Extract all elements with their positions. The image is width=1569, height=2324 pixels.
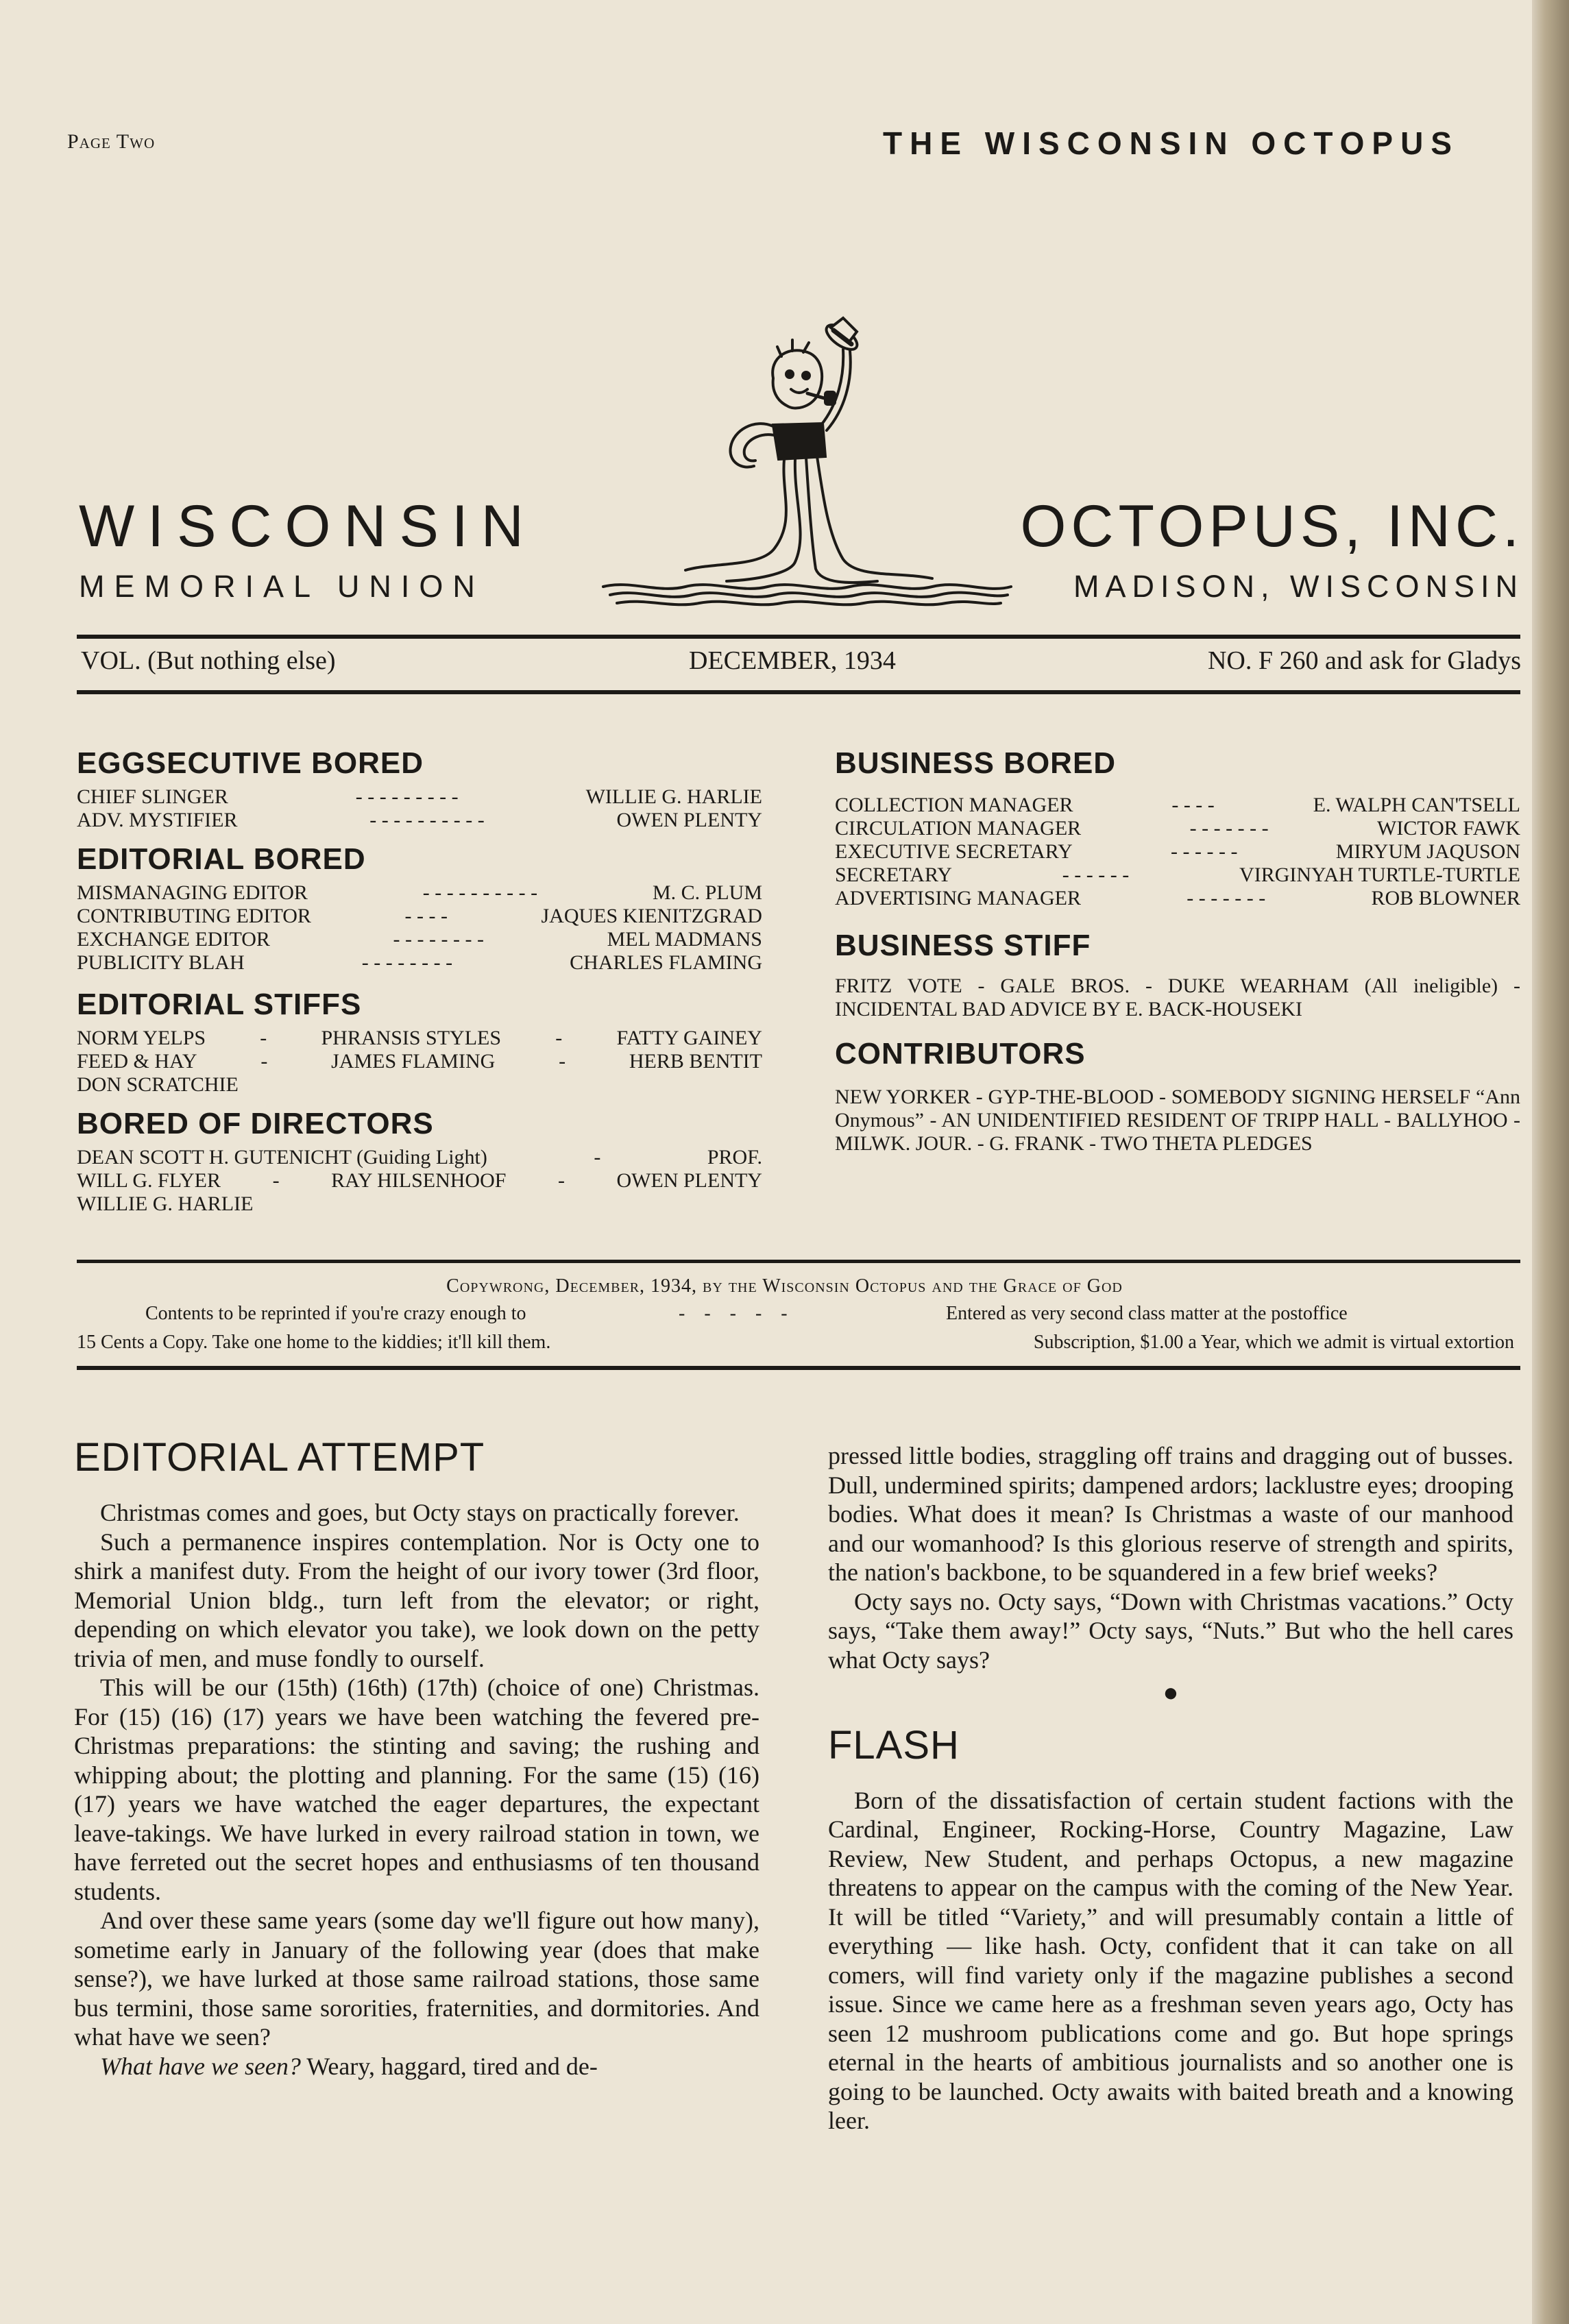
masthead-right-subtitle: MADISON, WISCONSIN (1073, 569, 1524, 604)
masthead-right-title: OCTOPUS, INC. (1020, 493, 1524, 559)
staff-entry: PUBLICITY BLAH - - - - - - - - CHARLES FLAMING (77, 951, 762, 974)
page-label: Page Two (67, 130, 156, 153)
stiffs-title: EDITORIAL STIFFS (77, 988, 362, 1021)
editorial-paragraph: This will be our (15th) (16th) (17th) (choice of one) Christmas. For (15) (16) (17) years we have been watching the fevered pre-Christmas preparations: the stinting and saving; the rushing and whipping about; the plotting and planning. For the same (15) (16) (17) years we have watched the eager departures, the expectant leave-takings. We have lurked in every railroad station in town, we have ferreted out the secret hopes and enthusiasms of ten thousand students. (74, 1674, 759, 1905)
issue-volume: VOL. (But nothing else) (81, 646, 336, 675)
staff-entry: ADVERTISING MANAGER - - - - - - - ROB BLOWNER (835, 887, 1520, 909)
eggsecutive-title: EGGSECUTIVE BORED (77, 746, 424, 780)
editorial-heading: EDITORIAL ATTEMPT (74, 1435, 485, 1480)
business-stiff-text: FRITZ VOTE - GALE BROS. - DUKE WEARHAM (All ineligible) - INCIDENTAL BAD ADVICE BY E. BACK-HOUSEKI (835, 975, 1520, 1020)
editorial-column (74, 1435, 759, 2081)
directors-row: DEAN SCOTT H. GUTENICHT (Guiding Light) - PROF. (77, 1146, 762, 1169)
editorial-paragraph: Such a permanence inspires contemplation. Nor is Octy one to shirk a manifest duty. From the height of our ivory tower (3rd floor, Memorial Union bldg., turn left from the elevator; or right, depending on which elevator you take), we look down on the petty trivia of men, and muse fondly to ourself. (74, 1528, 759, 1672)
rule-top-footer (77, 1260, 1520, 1263)
footer-left-2: 15 Cents a Copy. Take one home to the kiddies; it'll kill them. (77, 1332, 551, 1353)
footer-left-1: Contents to be reprinted if you're crazy enough to (145, 1303, 526, 1324)
staff-entry: SECRETARY - - - - - - VIRGINYAH TURTLE-TURTLE (835, 864, 1520, 886)
page-binding-edge (1532, 0, 1569, 2324)
directors-title: BORED OF DIRECTORS (77, 1107, 434, 1140)
staff-entry: MISMANAGING EDITOR - - - - - - - - - - M. C. PLUM (77, 881, 762, 904)
business-title: BUSINESS BORED (835, 746, 1117, 780)
editorial-paragraph: Christmas comes and goes, but Octy stays on practically forever. (100, 1499, 740, 1526)
staff-entry: EXCHANGE EDITOR - - - - - - - - MEL MADMANS (77, 928, 762, 951)
staff-entry: COLLECTION MANAGER - - - - E. WALPH CAN'TSELL (835, 794, 1520, 816)
copyright-line: Copywrong, December, 1934, by the Wisconsin Octopus and the Grace of God (446, 1275, 1123, 1297)
rule-top-issue (77, 635, 1520, 639)
editorial-title: EDITORIAL BORED (77, 842, 366, 876)
editorial-italic-question: What have we seen? (100, 2052, 301, 2080)
masthead-left-subtitle: MEMORIAL UNION (79, 569, 485, 604)
footer-right-2: Subscription, $1.00 a Year, which we admit is virtual extortion (1033, 1332, 1514, 1353)
rule-bottom-footer (77, 1366, 1520, 1370)
editorial-paragraph: And over these same years (some day we'll figure out how many), sometime early in January of the following year (does that make sense?), we have lurked at those same railroad stations, those same bus termini, those same sororities, fraternities, and dormitories. And what have we seen? (74, 1907, 759, 2051)
editorial-paragraph: Octy says no. Octy says, “Down with Christmas vacations.” Octy says, “Take them away!” Octy says, “Nuts.” But who the hell cares what Octy says? (828, 1587, 1513, 1674)
staff-left-column (77, 748, 762, 1216)
masthead-left (79, 493, 537, 604)
masthead-right (1020, 493, 1524, 604)
rule-bottom-issue (77, 690, 1520, 694)
running-title: THE WISCONSIN OCTOPUS (883, 125, 1459, 161)
staff-right-column (835, 748, 1520, 1155)
flash-heading: FLASH (828, 1722, 960, 1768)
business-stiff-title: BUSINESS STIFF (835, 929, 1091, 962)
issue-date: DECEMBER, 1934 (689, 646, 896, 675)
staff-entry: EXECUTIVE SECRETARY - - - - - - MIRYUM JAQUSON (835, 840, 1520, 863)
staff-entry: CHIEF SLINGER - - - - - - - - - WILLIE G. HARLIE (77, 785, 762, 808)
editorial-paragraph: What have we seen? Weary, haggard, tired and de- (100, 2052, 598, 2080)
stiffs-last: DON SCRATCHIE (77, 1073, 239, 1096)
right-body-column (828, 1441, 1513, 2136)
octopus-mascot-icon (589, 315, 1014, 617)
contributors-text: NEW YORKER - GYP-THE-BLOOD - SOMEBODY SIGNING HERSELF “Ann Onymous” - AN UNIDENTIFIED RESIDENT OF TRIPP HALL - BALLYHOO - MILWK. JOUR. - G. FRANK - TWO THETA PLEDGES (835, 1086, 1520, 1155)
footer-right-1: Entered as very second class matter at the postoffice (946, 1303, 1348, 1324)
footer-dashes: - - - - - (679, 1303, 788, 1324)
directors-last: WILLIE G. HARLIE (77, 1192, 254, 1215)
contributors-title: CONTRIBUTORS (835, 1037, 1086, 1071)
directors-row: WILL G. FLYER - RAY HILSENHOOF - OWEN PLENTY (77, 1169, 762, 1192)
stiffs-row: NORM YELPS - PHRANSIS STYLES - FATTY GAINEY (77, 1027, 762, 1049)
staff-entry: CIRCULATION MANAGER - - - - - - - WICTOR FAWK (835, 817, 1520, 840)
masthead-left-title: WISCONSIN (79, 493, 537, 559)
staff-entry: ADV. MYSTIFIER - - - - - - - - - - OWEN PLENTY (77, 809, 762, 831)
stiffs-row: FEED & HAY - JAMES FLAMING - HERB BENTIT (77, 1050, 762, 1073)
editorial-paragraph: pressed little bodies, straggling off trains and dragging out of busses. Dull, undermined spirits; dampened ardors; lacklustre eyes; drooping bodies. What does it mean? Is Christmas a waste of our manhood and our womanhood? Is this glorious reserve of strength and spirits, the nation's backbone, to be squandered in a few brief weeks? (828, 1442, 1513, 1586)
issue-number: NO. F 260 and ask for Gladys (1207, 646, 1521, 675)
staff-entry: CONTRIBUTING EDITOR - - - - JAQUES KIENITZGRAD (77, 905, 762, 927)
section-divider-bullet: ● (1163, 1678, 1179, 1707)
flash-paragraph: Born of the dissatisfaction of certain student factions with the Cardinal, Engineer, Rocking-Horse, Country Magazine, Law Review, New Student, and perhaps Octopus, a new magazine threatens to appear on the campus with the coming of the New Year. It will be titled “Variety,” and will presumably contain a little of everything — like hash. Octy, confident that it can take on all comers, will find variety only if the magazine publishes a second issue. Since we came here as a freshman seven years ago, Octy has seen 12 mushroom publications come and go. But hope springs eternal in the hearts of ambitious journalists and so another one is going to be launched. Octy awaits with baited breath and a knowing leer. (828, 1786, 1513, 2134)
